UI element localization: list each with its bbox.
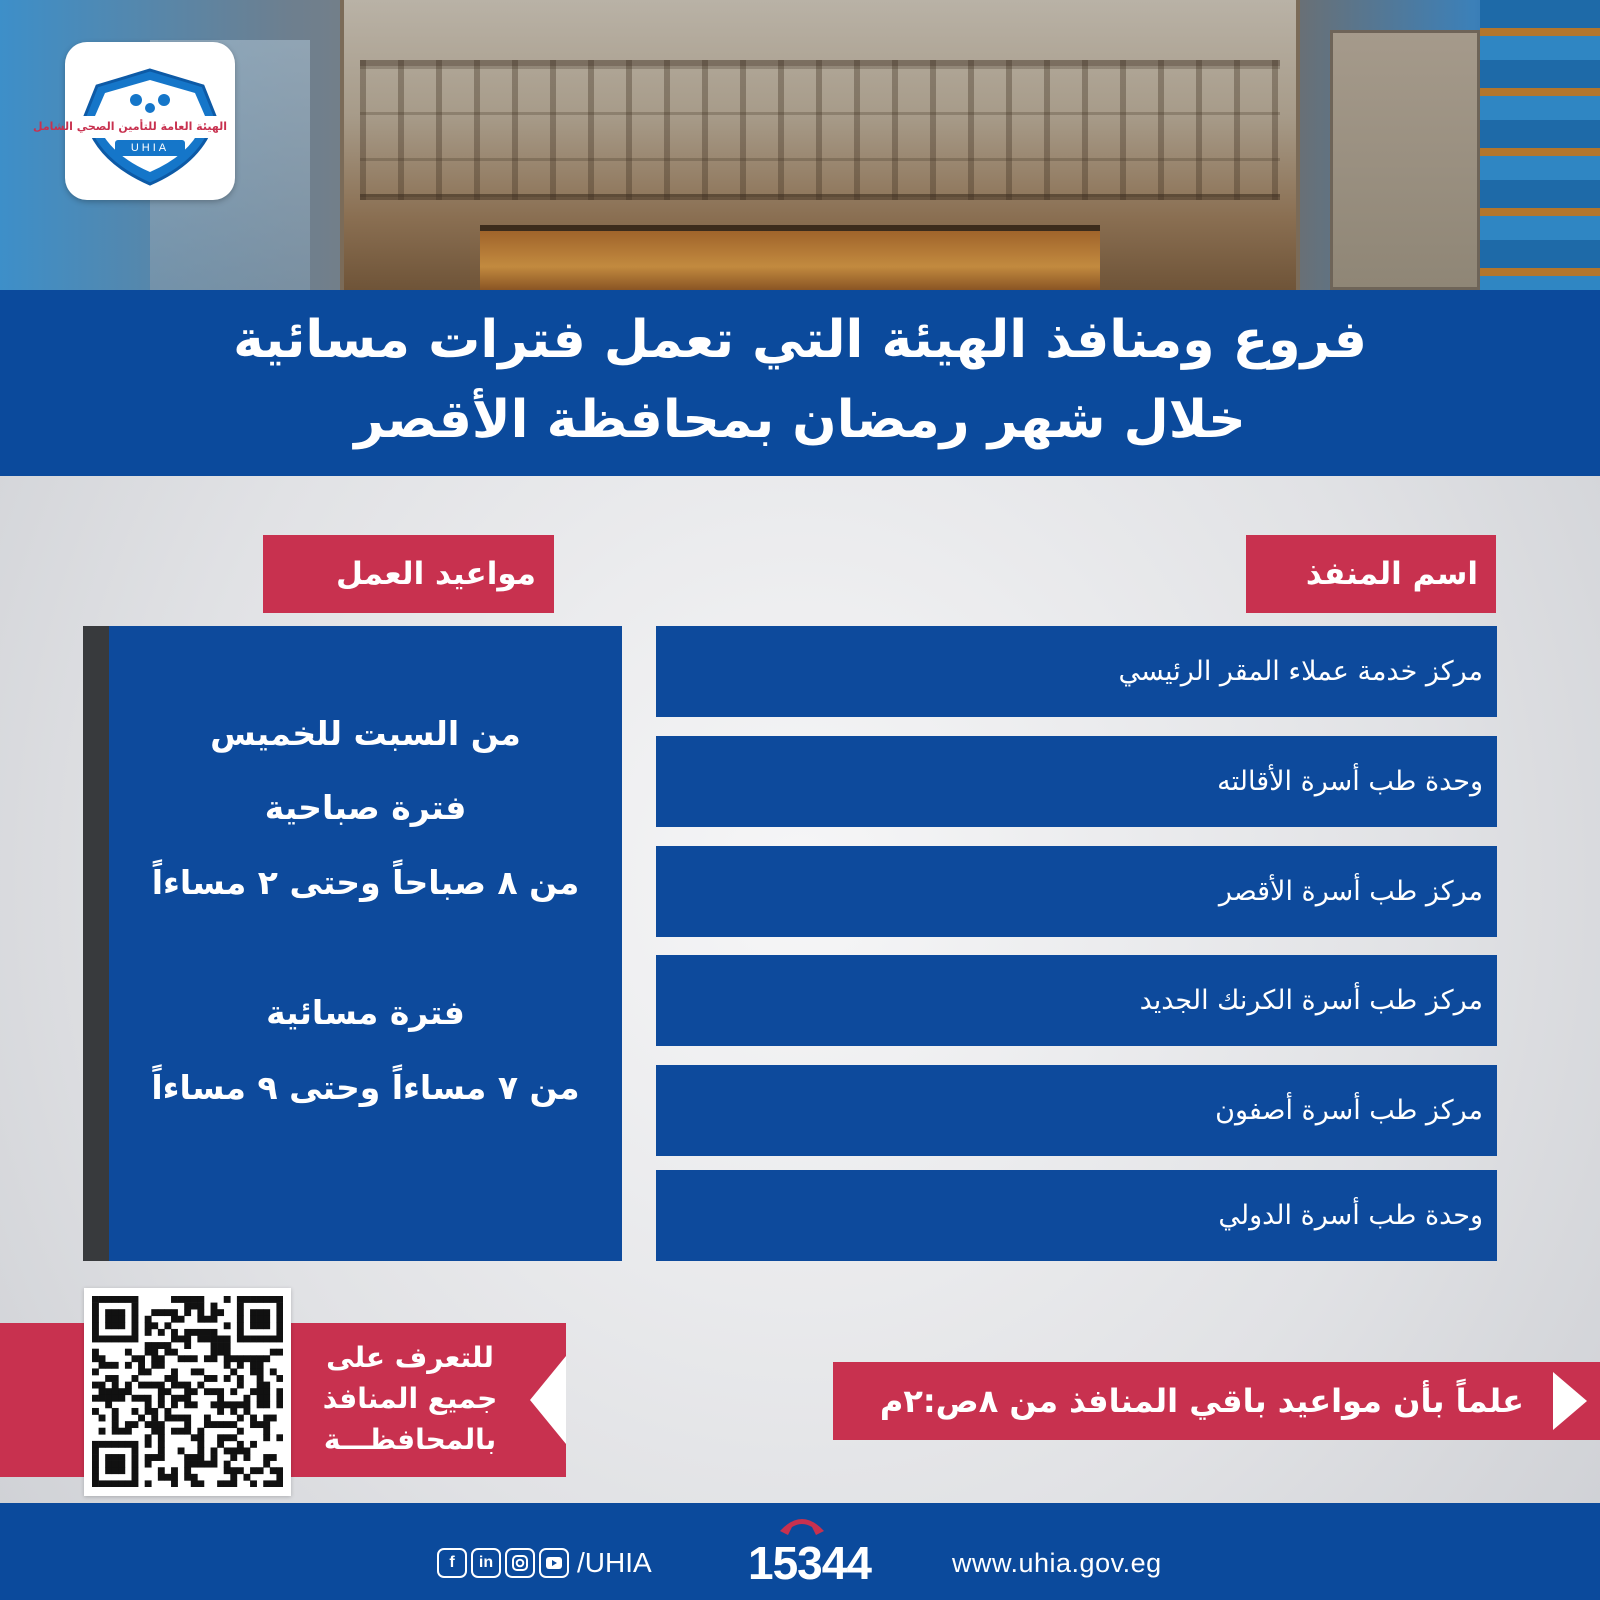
outlet-row: مركز طب أسرة الكرنك الجديد [656, 955, 1497, 1046]
qr-code[interactable] [84, 1288, 291, 1496]
outlet-row: مركز طب أسرة الأقصر [656, 846, 1497, 937]
qr-callout-line-1: للتعرف على [326, 1341, 494, 1374]
title-band [0, 290, 1600, 476]
uhia-logo [33, 42, 235, 200]
hero-pillar-right [1330, 30, 1480, 290]
hotline-number[interactable]: 15344 [748, 1537, 871, 1589]
outlet-name-header: اسم المنفذ [1246, 535, 1496, 613]
outlet-row: وحدة طب أسرة الدولي [656, 1170, 1497, 1261]
morning-shift-label: فترة صباحية [264, 788, 467, 827]
hero-hieroglyph-frieze [360, 60, 1280, 200]
outlet-row: وحدة طب أسرة الأقالته [656, 736, 1497, 827]
qr-callout-line-2: جميع المنافذ [322, 1382, 498, 1415]
qr-code-image [92, 1296, 283, 1487]
facebook-icon[interactable]: f [437, 1548, 467, 1578]
logo-acronym: UHIA [130, 142, 170, 154]
website-link[interactable]: www.uhia.gov.eg [952, 1548, 1162, 1578]
youtube-icon[interactable] [539, 1548, 569, 1578]
other-outlets-hours-note: علماً بأن مواعيد باقي المنافذ من ٨ص:٢م [833, 1362, 1600, 1440]
social-links [437, 1546, 652, 1580]
morning-shift-hours: من ٨ صباحاً وحتى ٢ مساءاً [151, 863, 580, 902]
qr-callout-line-3: بالمحافظـــة [323, 1423, 497, 1456]
logo-org-name: الهيئة العامة للتأمين الصحي الشامل [33, 120, 227, 133]
social-handle[interactable]: /UHIA [577, 1547, 652, 1578]
hero-painted-column [1480, 0, 1600, 290]
instagram-icon[interactable] [505, 1548, 535, 1578]
qr-callout-arrow [530, 1356, 566, 1444]
outlet-row: مركز طب أسرة أصفون [656, 1065, 1497, 1156]
hero-temple-doorway [480, 225, 1100, 290]
phone-icon [776, 1513, 828, 1539]
note-arrow [1553, 1372, 1587, 1430]
outlet-row: مركز خدمة عملاء المقر الرئيسي [656, 626, 1497, 717]
page-title-line-1: فروع ومنافذ الهيئة التي تعمل فترات مسائية [233, 310, 1367, 370]
hero-temple-image [0, 0, 1600, 290]
working-hours-header: مواعيد العمل [263, 535, 554, 613]
evening-shift-hours: من ٧ مساءاً وحتى ٩ مساءاً [151, 1068, 580, 1107]
evening-shift-label: فترة مسائية [266, 993, 465, 1032]
linkedin-icon[interactable]: in [471, 1548, 501, 1578]
page-title-line-2: خلال شهر رمضان بمحافظة الأقصر [354, 390, 1246, 450]
schedule-days: من السبت للخميس [210, 714, 521, 753]
